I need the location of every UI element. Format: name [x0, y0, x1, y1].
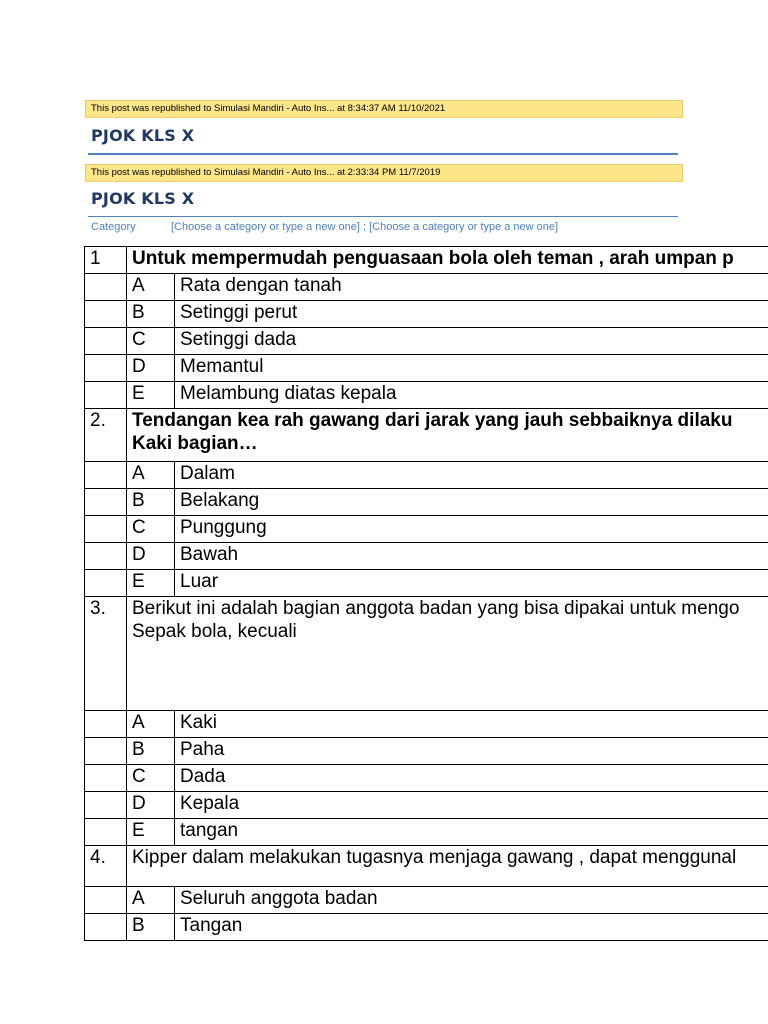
option-row — [85, 489, 768, 516]
question-number: 4. — [85, 846, 127, 887]
option-row — [85, 887, 768, 914]
question-row — [85, 247, 768, 274]
question-number: 3. — [85, 597, 127, 711]
question-row — [85, 597, 768, 711]
option-letter: C — [127, 765, 175, 792]
option-text: tangan — [175, 819, 768, 846]
option-row — [85, 792, 768, 819]
option-text: Setinggi perut — [175, 301, 768, 328]
question-number: 1 — [85, 247, 127, 274]
option-row — [85, 355, 768, 382]
quiz-table — [84, 246, 768, 941]
option-text: Dada — [175, 765, 768, 792]
option-row — [85, 570, 768, 597]
question-text: Untuk mempermudah penguasaan bola oleh teman , arah umpan p — [127, 247, 768, 274]
option-row — [85, 543, 768, 570]
option-letter: B — [127, 489, 175, 516]
title-divider-1 — [88, 153, 678, 155]
question-row — [85, 409, 768, 462]
option-text: Paha — [175, 738, 768, 765]
option-text: Kaki — [175, 711, 768, 738]
option-letter: D — [127, 792, 175, 819]
option-letter: A — [127, 887, 175, 914]
post-title-2: PJOK KLS X — [91, 189, 195, 208]
option-text: Dalam — [175, 462, 768, 489]
category-row — [91, 221, 559, 233]
option-letter: C — [127, 516, 175, 543]
option-row — [85, 462, 768, 489]
option-letter: E — [127, 819, 175, 846]
option-text: Belakang — [175, 489, 768, 516]
option-row — [85, 301, 768, 328]
option-text: Setinggi dada — [175, 328, 768, 355]
question-row — [85, 846, 768, 887]
option-letter: A — [127, 711, 175, 738]
question-line: Kaki bagian… — [132, 433, 258, 454]
option-text: Bawah — [175, 543, 768, 570]
option-letter: E — [127, 570, 175, 597]
option-row — [85, 738, 768, 765]
option-letter: B — [127, 301, 175, 328]
option-letter: B — [127, 914, 175, 941]
option-row — [85, 328, 768, 355]
option-text: Punggung — [175, 516, 768, 543]
republish-notice-2: This post was republished to Simulasi Mandiri - Auto Ins... at 2:33:34 PM 11/7/2019 — [85, 164, 683, 182]
option-text: Rata dengan tanah — [175, 274, 768, 301]
category-value[interactable]: [Choose a category or type a new one] ; [Choose a category or type a new one] — [171, 221, 559, 233]
option-row — [85, 914, 768, 941]
option-text: Tangan — [175, 914, 768, 941]
option-row — [85, 516, 768, 543]
question-text — [127, 409, 768, 462]
option-text: Melambung diatas kepala — [175, 382, 768, 409]
title-divider-2 — [88, 216, 678, 217]
question-text: Kipper dalam melakukan tugasnya menjaga gawang , dapat menggunal — [127, 846, 768, 887]
option-text: Kepala — [175, 792, 768, 819]
republish-notice-1: This post was republished to Simulasi Mandiri - Auto Ins... at 8:34:37 AM 11/10/2021 — [85, 100, 683, 118]
option-row — [85, 765, 768, 792]
option-letter: A — [127, 274, 175, 301]
question-text — [127, 597, 768, 711]
question-line: Sepak bola, kecuali — [132, 621, 297, 642]
option-letter: D — [127, 543, 175, 570]
post-title-1: PJOK KLS X — [91, 126, 195, 145]
option-row — [85, 274, 768, 301]
option-letter: A — [127, 462, 175, 489]
category-label: Category — [91, 221, 136, 233]
option-letter: D — [127, 355, 175, 382]
option-row — [85, 711, 768, 738]
option-letter: B — [127, 738, 175, 765]
option-letter: C — [127, 328, 175, 355]
question-line: Berikut ini adalah bagian anggota badan yang bisa dipakai untuk mengo — [132, 598, 740, 619]
question-number: 2. — [85, 409, 127, 462]
option-row — [85, 382, 768, 409]
option-text: Seluruh anggota badan — [175, 887, 768, 914]
option-text: Memantul — [175, 355, 768, 382]
option-letter: E — [127, 382, 175, 409]
option-row — [85, 819, 768, 846]
question-line: Tendangan kea rah gawang dari jarak yang jauh sebbaiknya dilaku — [132, 410, 733, 431]
option-text: Luar — [175, 570, 768, 597]
